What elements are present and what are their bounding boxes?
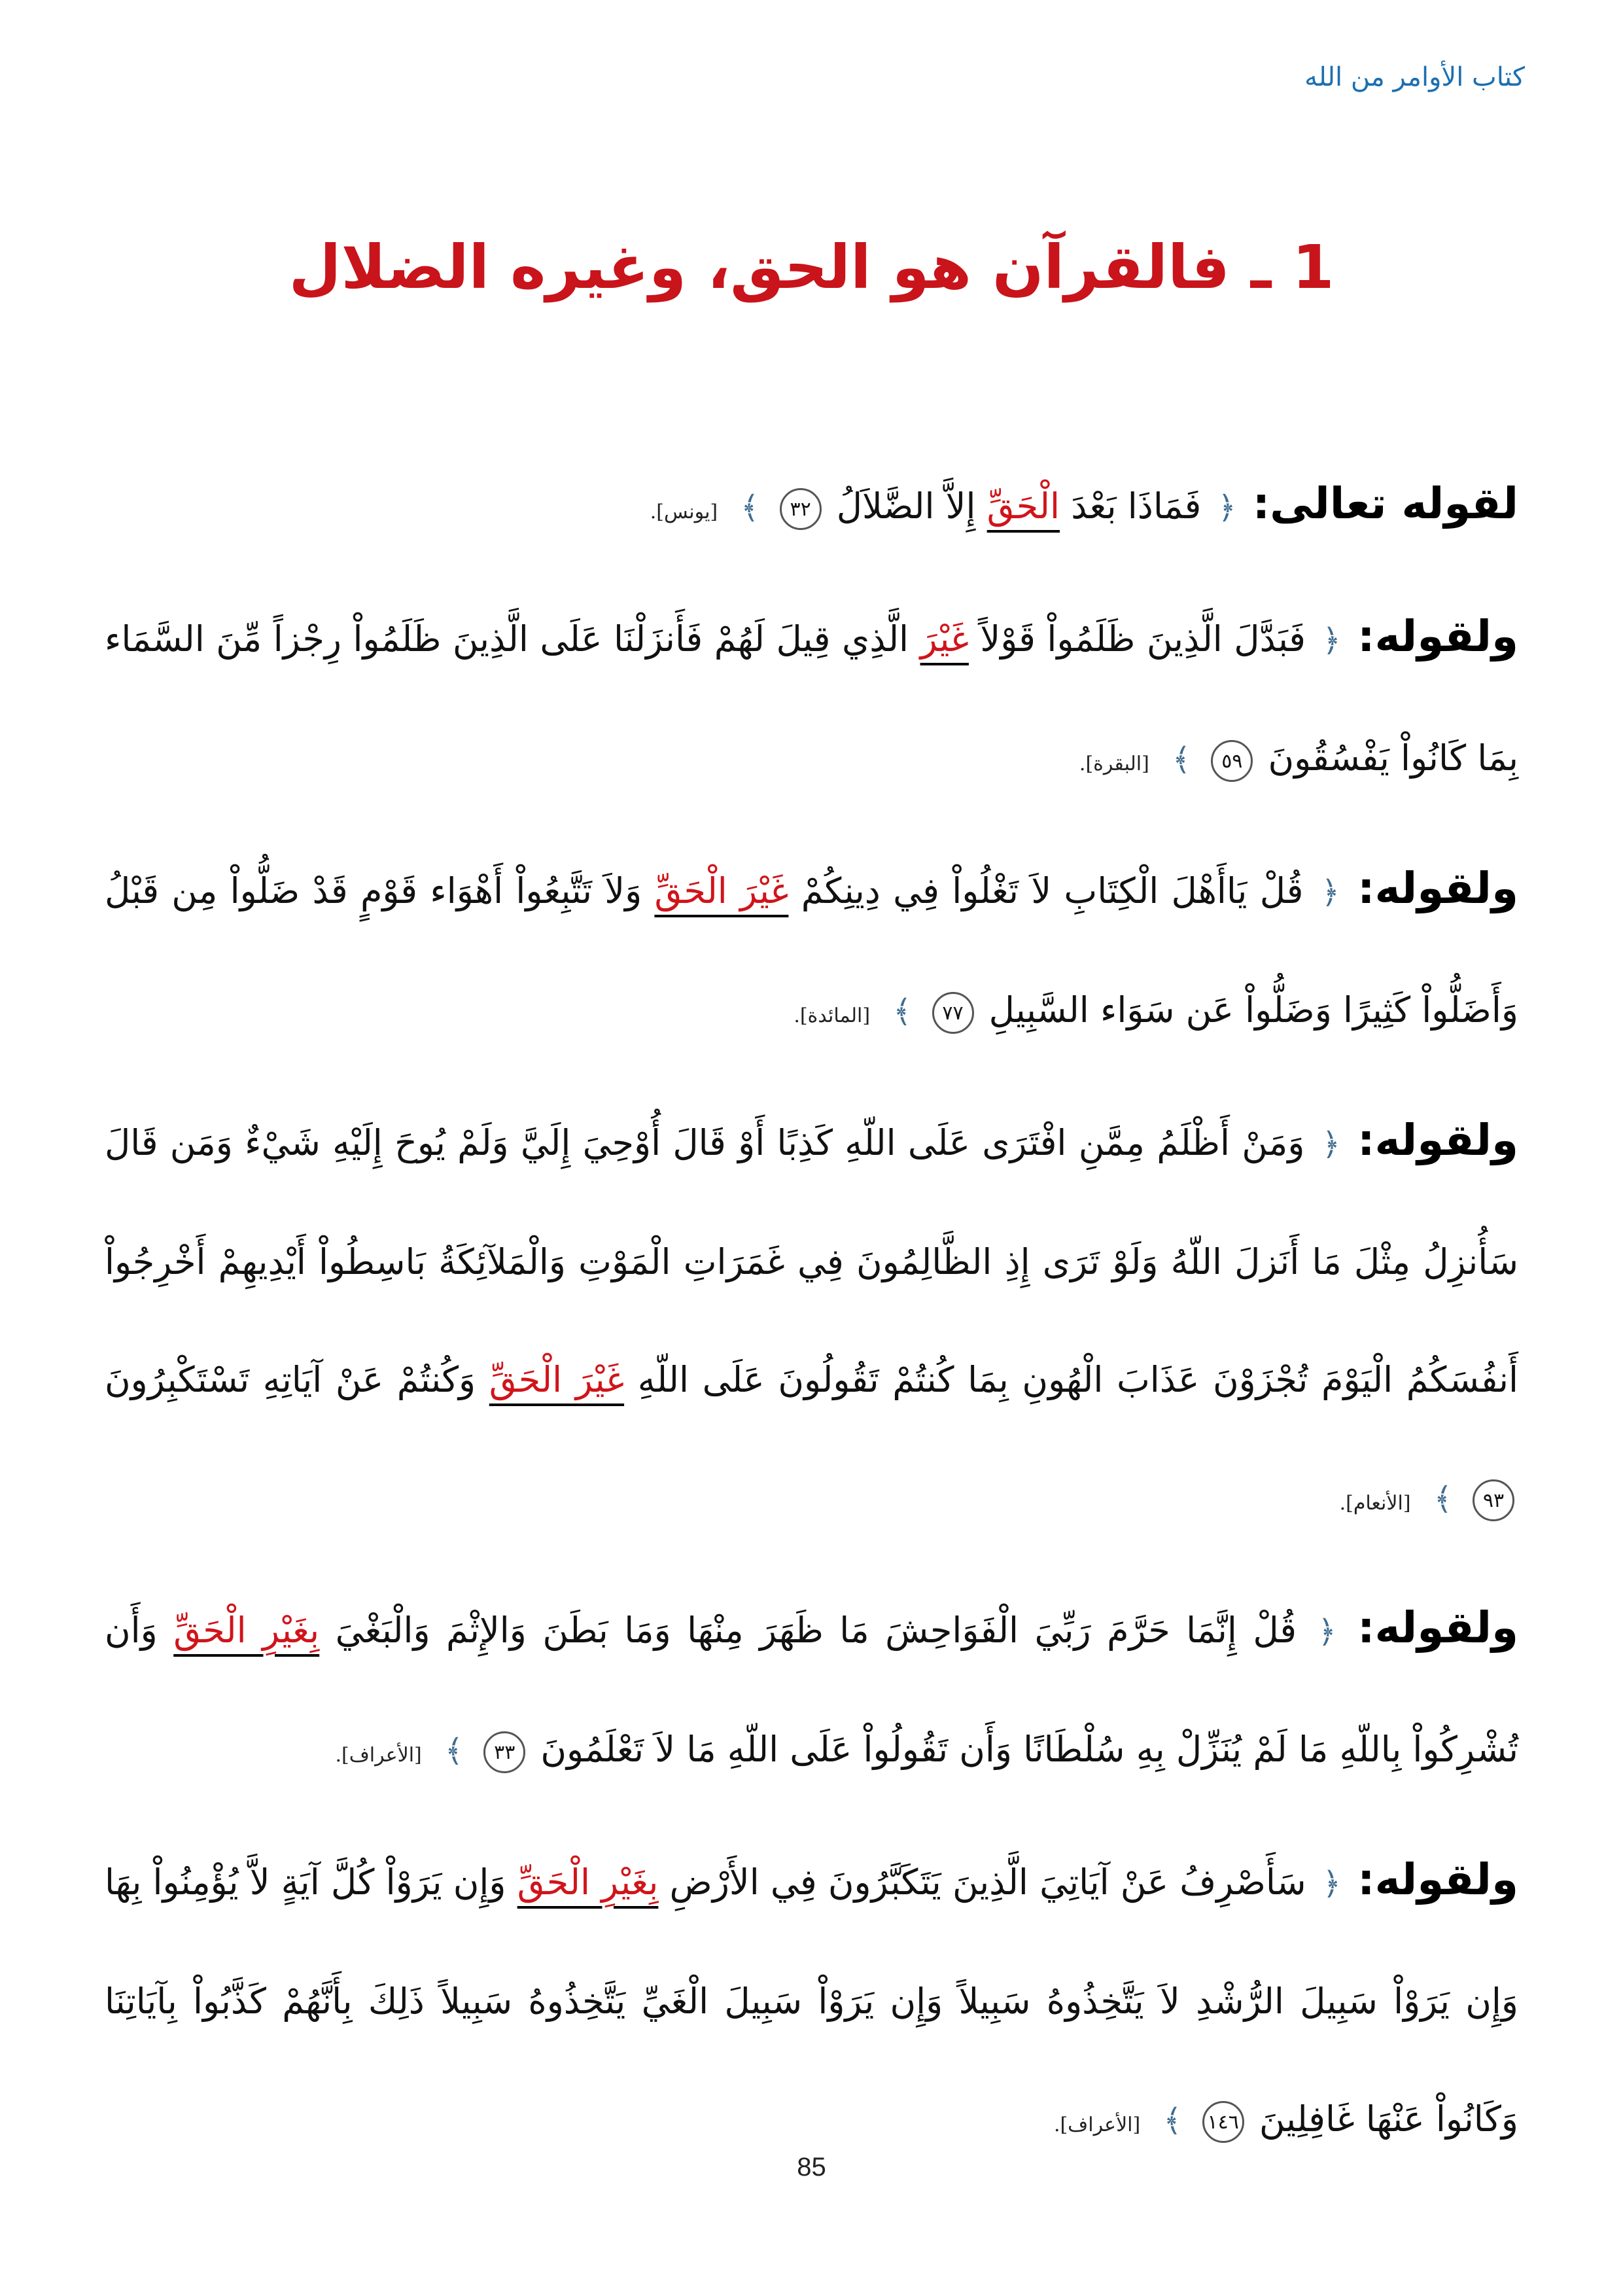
ornament-open-icon: ﴿ [1321, 874, 1340, 911]
ornament-close-icon: ﴾ [893, 993, 912, 1030]
verse-entry-1 [105, 445, 1518, 571]
verse-entry-6 [105, 1821, 1518, 2184]
surah-reference: [الأعراف]. [1053, 2113, 1141, 2136]
ayah-number-marker: ٧٧ [932, 992, 974, 1034]
surah-reference: [البقرة]. [1079, 752, 1149, 775]
ayah-number-marker: ٥٩ [1211, 740, 1253, 782]
highlighted-phrase: بِغَيْرِ الْحَقِّ [517, 1862, 659, 1903]
verse-entry-3 [105, 830, 1518, 1075]
verse-text: إِلاَّ الضَّلاَلُ [836, 486, 976, 527]
verse-text: وَلاَ تَتَّبِعُواْ أَهْوَاء قَوْمٍ قَدْ ضَلُّواْ مِن قَبْلُ وَأَضَلُّواْ كَثِيرًا وَضَلُّواْ عَن سَوَاء السَّبِيلِ [105, 870, 1518, 1031]
ayah-number-marker: ٩٣ [1473, 1479, 1514, 1521]
verse-entry-5 [105, 1569, 1518, 1814]
verse-text: وَكُنتُمْ عَنْ آيَاتِهِ تَسْتَكْبِرُونَ [105, 1359, 476, 1400]
verse-text: الَّذِي قِيلَ لَهُمْ فَأَنزَلْنَا عَلَى الَّذِينَ ظَلَمُواْ رِجْزاً مِّنَ السَّمَاء بِمَا كَانُواْ يَفْسُقُونَ [105, 618, 1518, 779]
entry-lead: ولقوله: [1357, 1602, 1518, 1653]
verse-entry-2 [105, 578, 1518, 823]
verse-text: قُلْ إِنَّمَا حَرَّمَ رَبِّيَ الْفَوَاحِشَ مَا ظَهَرَ مِنْهَا وَمَا بَطَنَ وَالإِثْمَ وَالْبَغْيَ [335, 1610, 1297, 1651]
ayah-number-marker: ١٤٦ [1202, 2101, 1244, 2143]
chapter-title: 1 ـ فالقرآن هو الحق، وغيره الضلال [288, 232, 1335, 302]
surah-reference: [المائدة]. [794, 1004, 871, 1027]
verse-text: وَمَنْ أَظْلَمُ مِمَّنِ افْتَرَى عَلَى اللّهِ كَذِبًا أَوْ قَالَ أُوْحِيَ إِلَيَّ وَلَمْ يُوحَ إِلَيْهِ شَيْءٌ وَمَن قَالَ سَأُنزِلُ مِثْلَ مَا أَنَزلَ اللّهُ وَلَوْ تَرَى إِذِ الظَّالِمُونَ فِي غَمَرَاتِ الْمَوْتِ وَالْمَلآئِكَةُ بَاسِطُواْ أَيْدِيهِمْ أَخْرِجُواْ أَنفُسَكُمُ الْيَوْمَ تُجْزَوْنَ عَذَابَ الْهُونِ بِمَا كُنتُمْ تَقُولُونَ عَلَى اللّهِ [105, 1122, 1519, 1400]
ornament-open-icon: ﴿ [1321, 1126, 1340, 1163]
verse-text: فَبَدَّلَ الَّذِينَ ظَلَمُواْ قَوْلاً [980, 618, 1306, 660]
ornament-close-icon: ﴾ [1433, 1481, 1452, 1517]
page-number: 85 [797, 2153, 826, 2181]
surah-reference: [الأنعام]. [1339, 1492, 1411, 1515]
verse-entry-4 [105, 1082, 1518, 1563]
ornament-close-icon: ﴾ [1163, 2102, 1182, 2139]
entry-lead: ولقوله: [1357, 611, 1518, 662]
ornament-open-icon: ﴿ [1322, 622, 1341, 659]
verse-text: وَإِن يَرَوْاْ كُلَّ آيَةٍ لاَّ يُؤْمِنُواْ بِهَا وَإِن يَرَوْاْ سَبِيلَ الرُّشْدِ لاَ يَتَّخِذُوهُ سَبِيلاً وَإِن يَرَوْاْ سَبِيلَ الْغَيِّ يَتَّخِذُوهُ سَبِيلاً ذَلِكَ بِأَنَّهُمْ كَذَّبُواْ بِآيَاتِنَا وَكَانُواْ عَنْهَا غَافِلِينَ [105, 1862, 1518, 2140]
ornament-open-icon: ﴿ [1318, 1614, 1336, 1650]
body-text [105, 445, 1518, 2191]
highlighted-phrase: غَيْرَ [920, 618, 969, 660]
surah-reference: [يونس]. [650, 501, 718, 523]
entry-lead: ولقوله: [1357, 863, 1518, 913]
ayah-number-marker: ٣٣ [483, 1731, 525, 1773]
verse-text: سَأَصْرِفُ عَنْ آيَاتِيَ الَّذِينَ يَتَكَبَّرُونَ فِي الأَرْضِ [669, 1862, 1306, 1903]
highlighted-phrase: غَيْرَ الْحَقِّ [489, 1359, 625, 1400]
entry-lead: ولقوله: [1357, 1115, 1518, 1165]
ornament-close-icon: ﴾ [1172, 741, 1191, 778]
ornament-close-icon: ﴾ [741, 489, 759, 526]
highlighted-phrase: بِغَيْرِ الْحَقِّ [173, 1610, 320, 1651]
highlighted-phrase: غَيْرَ الْحَقِّ [654, 870, 789, 911]
highlighted-phrase: الْحَقِّ [986, 486, 1060, 527]
verse-text: وَأَن تُشْرِكُواْ بِاللّهِ مَا لَمْ يُنَزِّلْ بِهِ سُلْطَانًا وَأَن تَقُولُواْ عَلَى اللّهِ مَا لاَ تَعْلَمُونَ [105, 1610, 1518, 1770]
ornament-open-icon: ﴿ [1322, 1865, 1341, 1902]
running-header: كتاب الأوامر من الله [1304, 62, 1525, 92]
entry-lead: ولقوله: [1357, 1854, 1518, 1905]
ayah-number-marker: ٣٢ [780, 488, 822, 530]
ornament-open-icon: ﴿ [1217, 489, 1236, 526]
ornament-close-icon: ﴾ [444, 1733, 464, 1769]
entry-lead: لقوله تعالى: [1252, 478, 1518, 529]
verse-text: فَمَاذَا بَعْدَ [1071, 486, 1202, 527]
surah-reference: [الأعراف]. [335, 1744, 422, 1767]
verse-text: قُلْ يَاأَهْلَ الْكِتَابِ لاَ تَغْلُواْ فِي دِينِكُمْ [801, 870, 1304, 911]
